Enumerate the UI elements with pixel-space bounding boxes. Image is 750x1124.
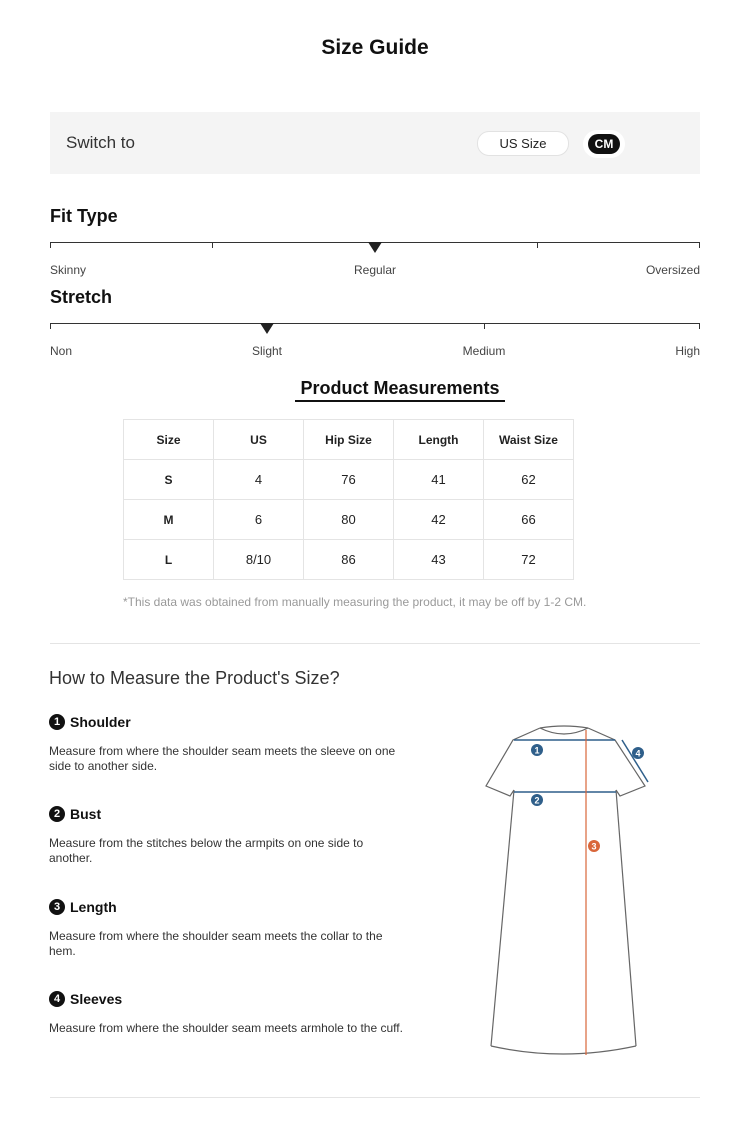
dress-diagram	[478, 718, 658, 1063]
stretch-scale	[50, 323, 700, 324]
stretch-title: Stretch	[50, 287, 113, 307]
sleeve-line	[622, 740, 648, 782]
fit-type-title: Fit Type	[50, 206, 118, 226]
header-us: US	[214, 420, 304, 460]
table-row	[124, 500, 574, 540]
cell: M	[124, 500, 214, 540]
step-sleeves	[49, 991, 419, 1036]
cell: 86	[304, 540, 394, 580]
step-number-icon: 4	[49, 991, 65, 1007]
cell: 43	[394, 540, 484, 580]
dress-outline	[486, 726, 645, 1054]
unit-switch-bar	[50, 112, 700, 174]
svg-text:2: 2	[534, 795, 540, 806]
svg-text:4: 4	[635, 748, 641, 759]
step-bust	[49, 806, 419, 866]
cell: 42	[394, 500, 484, 540]
header-length: Length	[394, 420, 484, 460]
fit-label-oversized: Oversized	[645, 263, 700, 277]
measurements-table	[123, 419, 574, 580]
cell: L	[124, 540, 214, 580]
bottom-divider	[50, 1097, 700, 1098]
cell: 66	[484, 500, 574, 540]
stretch-label-medium: Medium	[462, 344, 506, 358]
step-description: Measure from the stitches below the armpits on one side to another.	[49, 836, 364, 865]
marker-2-icon	[531, 794, 543, 806]
stretch-marker	[260, 323, 274, 334]
stretch-label-slight: Slight	[251, 344, 283, 358]
step-description: Measure from where the shoulder seam meets armhole to the cuff.	[49, 1021, 403, 1035]
cell: 4	[214, 460, 304, 500]
cm-toggle-wrap	[583, 130, 625, 158]
step-number-icon: 1	[49, 714, 65, 730]
table-header-row	[124, 420, 574, 460]
page-title: Size Guide	[321, 36, 429, 59]
us-size-toggle[interactable]: US Size	[477, 131, 569, 156]
cell: 76	[304, 460, 394, 500]
table-row	[124, 460, 574, 500]
step-length	[49, 899, 419, 959]
step-title: Bust	[70, 806, 102, 822]
fit-label-regular: Regular	[353, 263, 397, 277]
fit-type-labels	[50, 263, 700, 279]
stretch-labels	[50, 344, 700, 360]
cell: 6	[214, 500, 304, 540]
step-title: Sleeves	[70, 991, 123, 1007]
cell: 62	[484, 460, 574, 500]
title-underline	[295, 400, 505, 402]
cell: S	[124, 460, 214, 500]
svg-text:3: 3	[591, 841, 597, 852]
marker-4-icon	[632, 747, 644, 759]
step-shoulder	[49, 714, 419, 774]
marker-3-icon	[588, 840, 600, 852]
svg-text:1: 1	[534, 745, 540, 756]
table-row	[124, 540, 574, 580]
header-size: Size	[124, 420, 214, 460]
cell: 72	[484, 540, 574, 580]
fit-type-marker	[368, 242, 382, 253]
step-title: Length	[70, 899, 117, 915]
step-number-icon: 2	[49, 806, 65, 822]
divider	[50, 643, 700, 644]
switch-label: Switch to	[66, 133, 135, 152]
header-waist: Waist Size	[484, 420, 574, 460]
step-number-icon: 3	[49, 899, 65, 915]
cell: 8/10	[214, 540, 304, 580]
step-description: Measure from where the shoulder seam meets the collar to the hem.	[49, 929, 383, 958]
step-title: Shoulder	[70, 714, 131, 730]
cm-toggle[interactable]: CM	[588, 134, 620, 154]
marker-1-icon	[531, 744, 543, 756]
cell: 41	[394, 460, 484, 500]
cell: 80	[304, 500, 394, 540]
how-to-measure-title: How to Measure the Product's Size?	[49, 668, 340, 688]
step-description: Measure from where the shoulder seam meets the sleeve on one side to another side.	[49, 744, 396, 773]
fit-type-scale	[50, 242, 700, 243]
stretch-label-high: High	[675, 344, 700, 358]
stretch-label-non: Non	[50, 344, 73, 358]
fit-label-skinny: Skinny	[50, 263, 87, 277]
header-hip: Hip Size	[304, 420, 394, 460]
product-measurements-title: Product Measurements	[300, 378, 500, 398]
measurement-note: *This data was obtained from manually measuring the product, it may be off by 1-2 CM.	[123, 595, 587, 609]
